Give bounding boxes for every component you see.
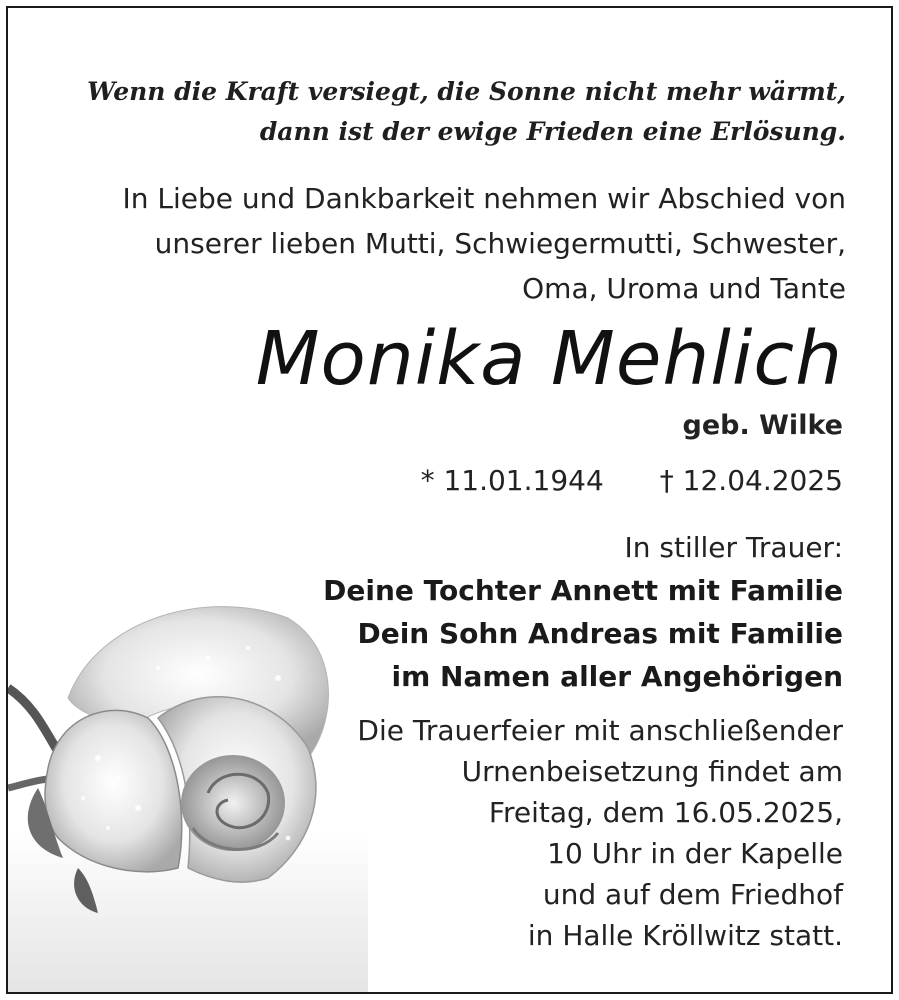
- life-dates: [421, 464, 843, 497]
- death-date: † 12.04.2025: [659, 464, 843, 497]
- mourners-heading: In stiller Trauer:: [624, 531, 843, 564]
- service-line: und auf dem Friedhof: [542, 878, 843, 911]
- service-line: Freitag, dem 16.05.2025,: [488, 796, 843, 829]
- mourner-name: im Namen aller Angehörigen: [391, 660, 843, 693]
- mourners-block: [323, 526, 843, 698]
- service-line: 10 Uhr in der Kapelle: [547, 837, 843, 870]
- obituary-notice: [6, 6, 893, 994]
- intro-line: In Liebe und Dankbarkeit nehmen wir Abschied von: [122, 182, 846, 215]
- motto-quote: [87, 72, 846, 152]
- intro-line: unserer lieben Mutti, Schwiegermutti, Schwester,: [154, 227, 846, 260]
- deceased-name: Monika Mehlich: [255, 316, 843, 402]
- intro-line: Oma, Uroma und Tante: [522, 272, 846, 305]
- service-line: Die Trauerfeier mit anschließender: [357, 714, 843, 747]
- mourner-name: Deine Tochter Annett mit Familie: [323, 574, 843, 607]
- motto-line: dann ist der ewige Frieden eine Erlösung.: [259, 117, 846, 146]
- service-line: in Halle Kröllwitz statt.: [527, 919, 843, 952]
- service-line: Urnenbeisetzung findet am: [461, 755, 843, 788]
- motto-line: Wenn die Kraft versiegt, die Sonne nicht mehr wärmt,: [87, 77, 846, 106]
- maiden-name: geb. Wilke: [682, 410, 843, 441]
- birth-date: * 11.01.1944: [420, 464, 604, 497]
- intro-text: [122, 176, 846, 311]
- service-details: [357, 710, 843, 956]
- notice-text: [8, 8, 891, 992]
- mourner-name: Dein Sohn Andreas mit Familie: [357, 617, 843, 650]
